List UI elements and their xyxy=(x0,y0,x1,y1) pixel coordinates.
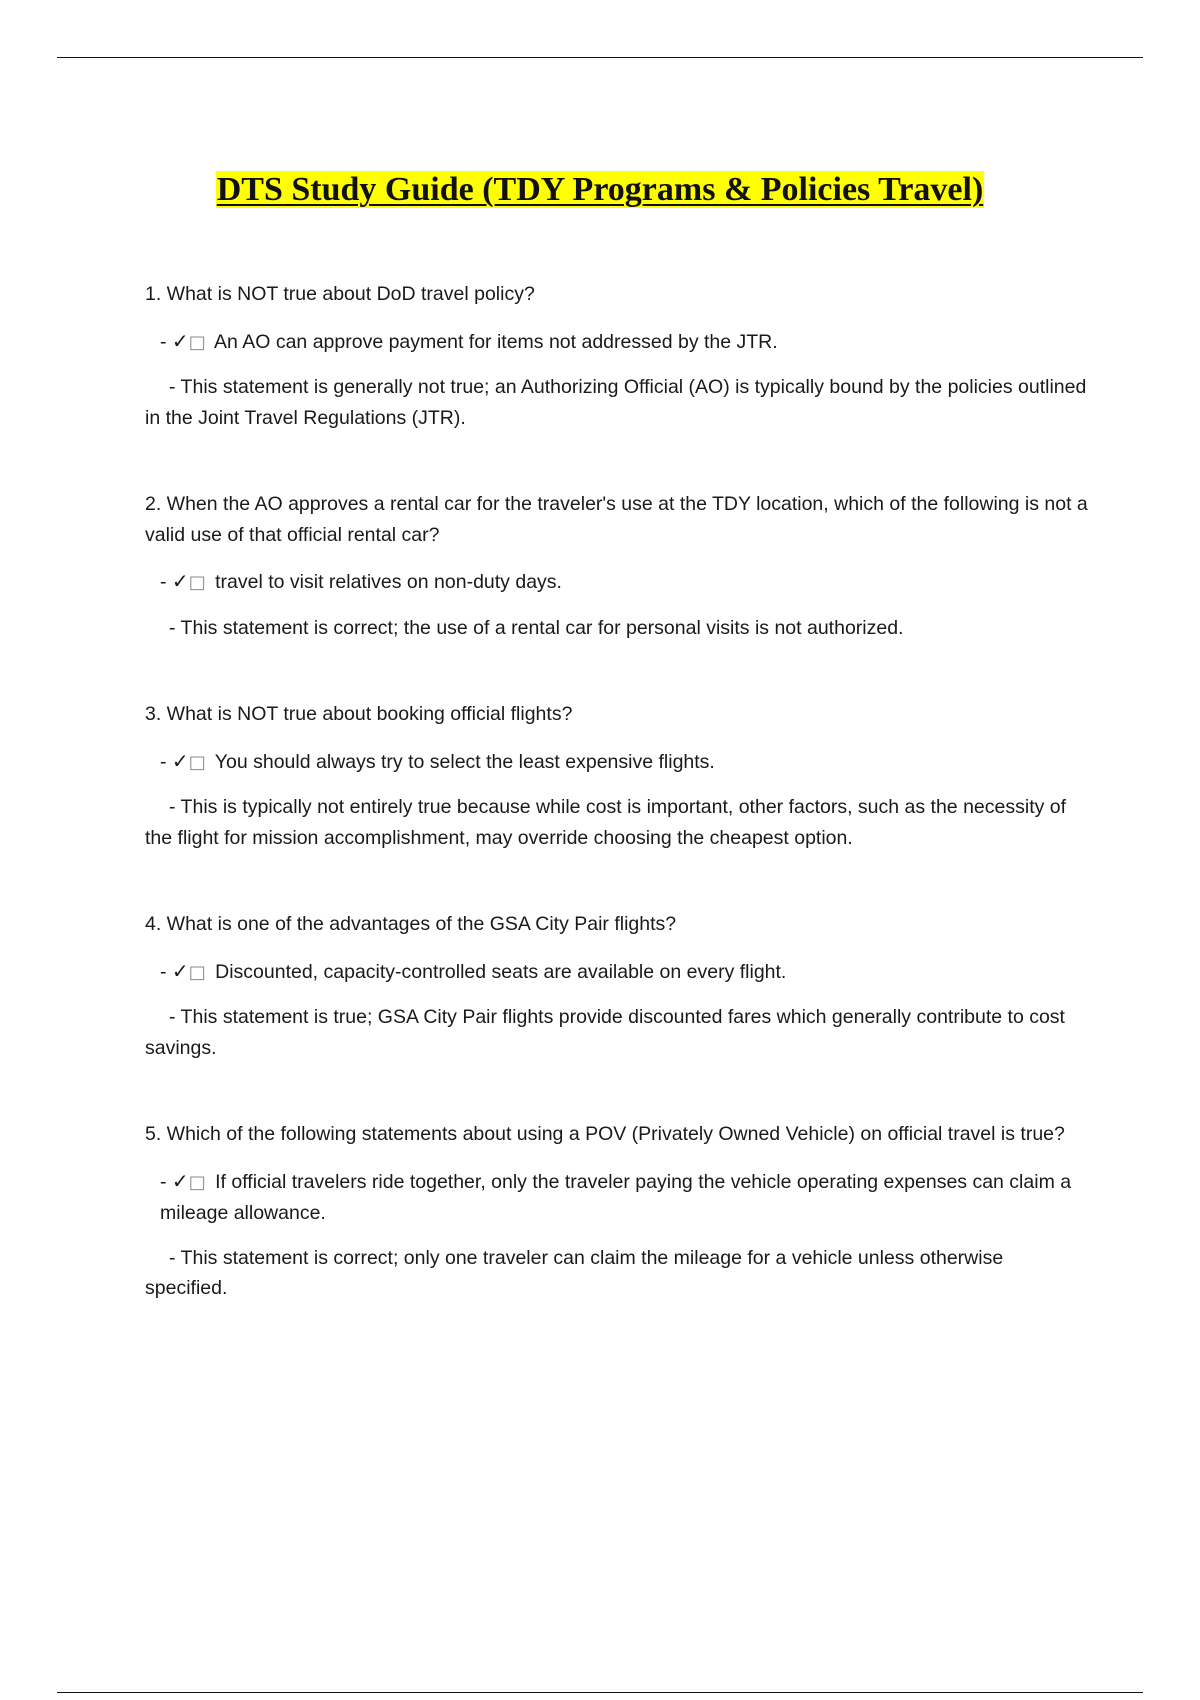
answer-line xyxy=(145,1166,1090,1229)
document-title: DTS Study Guide (TDY Programs & Policies Travel) xyxy=(216,171,984,208)
explanation-text: - This statement is true; GSA City Pair flights provide discounted fares which generally contribute to cost savings. xyxy=(145,1006,1065,1059)
answer-line xyxy=(145,746,1090,779)
question-item xyxy=(145,1119,1090,1304)
question-text: 4. What is one of the advantages of the GSA City Pair flights? xyxy=(145,913,677,935)
answer-dash: - xyxy=(160,571,172,593)
answer-text: You should always try to select the least expensive flights. xyxy=(214,750,715,773)
answer-text: Discounted, capacity-controlled seats are available on every flight. xyxy=(215,960,787,983)
answer-dash: - xyxy=(160,330,172,353)
explanation-text: - This statement is correct; the use of a rental car for personal visits is not authorized. xyxy=(169,616,904,639)
question-item xyxy=(145,909,1090,1063)
answer-dash: - xyxy=(160,750,172,773)
checkbox-icon: □ xyxy=(188,961,206,983)
answer-text: If official travelers ride together, only the traveler paying the vehicle operating expenses can claim a mileage allowance. xyxy=(160,1170,1072,1224)
checkmark-icon: ✓ xyxy=(171,958,189,983)
checkmark-icon: ✓ xyxy=(171,328,189,353)
question-text: 2. When the AO approves a rental car for the traveler's use at the TDY location, which of the following is not a valid use of that official rental car? xyxy=(145,493,1088,546)
question-text: 3. What is NOT true about booking official flights? xyxy=(145,703,573,725)
question-text: 1. What is NOT true about DoD travel policy? xyxy=(145,283,535,305)
answer-dash: - xyxy=(160,960,172,983)
answer-text: An AO can approve payment for items not addressed by the JTR. xyxy=(214,330,778,353)
answer-line xyxy=(145,956,1090,989)
question-text: 5. Which of the following statements about using a POV (Privately Owned Vehicle) on official travel is true? xyxy=(145,1123,1065,1145)
question-item xyxy=(145,489,1090,643)
title-block xyxy=(0,170,1200,210)
checkmark-icon: ✓ xyxy=(171,1168,189,1193)
answer-dash: - xyxy=(160,1170,172,1193)
answer-line xyxy=(145,326,1090,359)
top-rule xyxy=(57,57,1143,58)
checkbox-icon: □ xyxy=(188,331,206,353)
bottom-rule xyxy=(57,1692,1143,1693)
checkmark-icon: ✓ xyxy=(171,569,189,593)
answer-text: travel to visit relatives on non-duty days. xyxy=(215,571,562,593)
question-item xyxy=(145,699,1090,853)
explanation-text: - This statement is correct; only one traveler can claim the mileage for a vehicle unless otherwise specified. xyxy=(145,1246,1004,1299)
checkbox-icon: □ xyxy=(188,572,206,593)
checkbox-icon: □ xyxy=(188,1171,206,1193)
explanation-text: - This is typically not entirely true because while cost is important, other factors, such as the necessity of the flight for mission accomplishment, may override choosing the cheapest option. xyxy=(145,796,1067,849)
answer-line xyxy=(145,566,1090,599)
checkmark-icon: ✓ xyxy=(171,748,189,773)
question-item xyxy=(145,279,1090,433)
checkbox-icon: □ xyxy=(188,751,206,773)
question-list xyxy=(145,279,1090,1360)
explanation-text: - This statement is generally not true; an Authorizing Official (AO) is typically bound by the policies outlined in the Joint Travel Regulations (JTR). xyxy=(145,376,1087,429)
